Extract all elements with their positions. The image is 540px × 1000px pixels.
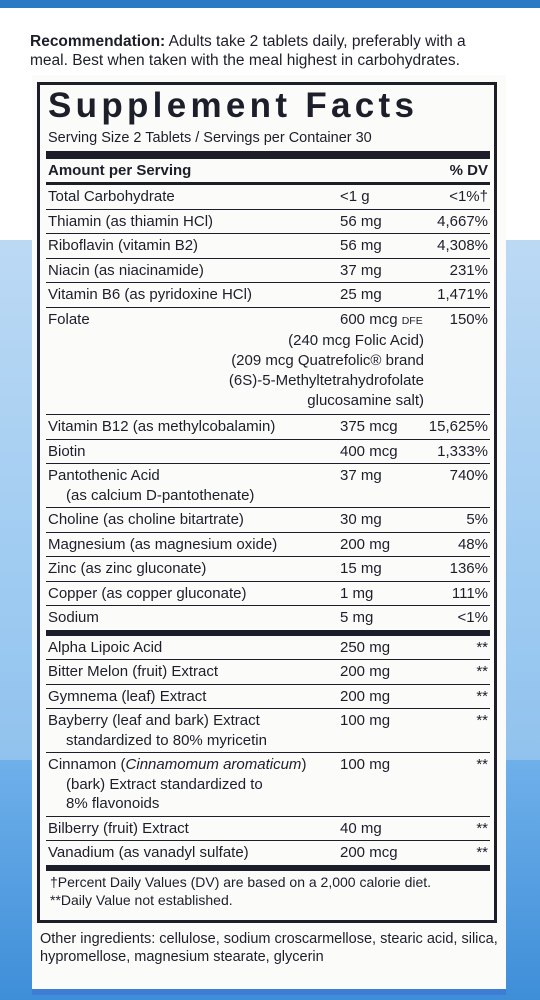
nutrient-name: Copper (as copper gluconate) [48,584,247,602]
ingredient-amount: 200 mcg [340,844,398,861]
ingredient-row [46,659,490,684]
ingredient-dv: ** [476,819,488,837]
nutrient-name: Biotin [48,442,86,460]
nutrient-dv: 1,333% [437,442,488,460]
folate-detail-1: (240 mcg Folic Acid) [288,332,424,349]
cinnamon-row [46,752,490,816]
pantothenic-name-wrap [48,466,340,505]
nutrient-dv: 111% [451,584,488,602]
cinnamon-name-suffix: ) [301,756,307,773]
folate-dv: 150% [449,310,488,328]
nutrient-group-1 [46,185,490,630]
label-bottom-stripe [32,989,506,995]
nutrient-amount: 25 mg [340,286,382,303]
bayberry-amount: 100 mg [340,712,391,729]
ingredient-row [46,684,490,709]
nutrient-row [46,532,490,557]
nutrient-name: Niacin (as niacinamide) [48,261,204,279]
nutrient-name: Vitamin B6 (as pyridoxine HCl) [48,286,252,303]
folate-amount-wrap [340,310,440,332]
ingredient-dv: ** [476,663,488,680]
cinnamon-name-italic: Cinnamomum aromaticum [125,756,302,773]
nutrient-name: Total Carbohydrate [48,188,175,205]
nutrient-row [46,439,490,464]
bayberry-sub: standardized to 80% myricetin [66,731,267,749]
top-strip [0,0,540,8]
ingredient-name: Bilberry (fruit) Extract [48,819,189,837]
serving-info: Serving Size 2 Tablets / Servings per Container 30 [48,130,372,146]
folate-detail-4: glucosamine salt) [307,392,424,409]
folate-detail-3: (6S)-5-Methyltetrahydrofolate [228,372,424,389]
ingredient-name: Bitter Melon (fruit) Extract [48,663,219,680]
nutrient-amount: 375 mcg [340,418,398,435]
cinnamon-sub-1: (bark) Extract standardized to [66,775,263,793]
supplement-facts-panel [37,82,497,923]
ingredient-row [46,816,490,841]
folate-row [48,310,488,332]
nutrient-name: Sodium [48,609,99,626]
nutrient-amount: 56 mg [340,212,382,230]
nutrient-name: Thiamin (as thiamin HCl) [48,212,214,230]
nutrient-amount: 400 mcg [340,442,398,460]
pantothenic-name: Pantothenic Acid [48,467,160,484]
ingredient-dv: ** [476,687,488,705]
nutrient-row [46,282,490,307]
ingredient-row [46,636,490,660]
recommendation-text [30,32,500,70]
footnote-not-established: **Daily Value not established. [50,891,233,908]
recommendation-label: Recommendation: [30,33,166,50]
nutrient-dv: 1,471% [437,286,488,303]
nutrient-dv: 231% [449,261,488,279]
amount-header-row [46,159,490,182]
bayberry-row [46,708,490,752]
nutrient-row [46,507,490,532]
cinnamon-name-prefix: Cinnamon ( [48,756,126,773]
nutrient-amount: 30 mg [340,511,382,528]
ingredient-amount: 200 mg [340,687,391,705]
pantothenic-sub: (as calcium D-pantothenate) [66,486,255,504]
nutrient-amount: 56 mg [340,237,382,254]
dv-header: % DV [449,162,488,179]
nutrient-dv: 15,625% [428,418,488,435]
nutrient-row [46,185,490,209]
nutrient-amount: 15 mg [340,560,382,577]
nutrient-row [46,233,490,258]
pantothenic-dv: 740% [449,467,488,484]
folate-amount: 600 mcg [340,310,398,328]
cinnamon-sub-2: 8% flavonoids [66,795,160,812]
nutrient-row [46,414,490,439]
ingredient-dv: ** [476,638,488,656]
nutrient-amount: 1 mg [340,584,374,602]
nutrient-group-2 [46,636,490,865]
footnotes [46,871,490,909]
nutrient-dv: 4,667% [437,212,488,230]
nutrient-amount: 5 mg [340,609,374,626]
nutrient-dv: <1%† [449,188,488,205]
nutrient-name: Riboflavin (vitamin B2) [48,237,199,254]
bayberry-name-wrap [48,711,340,750]
nutrient-dv: 5% [466,511,488,528]
nutrient-row [46,258,490,283]
pantothenic-row [46,463,490,507]
nutrient-dv: <1% [457,609,488,626]
ingredient-name: Alpha Lipoic Acid [48,638,163,656]
facts-title: Supplement Facts [48,86,419,125]
nutrient-row [46,605,490,630]
nutrient-dv: 48% [457,535,488,553]
amount-header: Amount per Serving [48,162,192,179]
nutrient-amount: 37 mg [340,261,382,279]
folate-detail-2: (209 mcg Quatrefolic® brand [231,352,424,369]
cinnamon-name-wrap [48,755,340,814]
ingredient-name: Gymnema (leaf) Extract [48,687,207,705]
bayberry-name: Bayberry (leaf and bark) Extract [48,712,260,729]
folate-block [46,307,490,415]
ingredient-row [46,840,490,865]
other-ingredients: Other ingredients: cellulose, sodium croscarmellose, stearic acid, silica, hypromellose, magnesium stearate, glycerin [40,931,498,965]
recommendation-body: Adults take 2 tablets daily, preferably with a meal. Best when taken with the meal highest in carbohydrates. [30,33,466,69]
nutrient-row [46,581,490,606]
ingredient-dv: ** [476,844,488,861]
nutrient-amount: <1 g [340,188,370,205]
nutrient-amount: 200 mg [340,535,391,553]
bayberry-dv: ** [476,712,488,729]
nutrient-dv: 4,308% [437,237,488,254]
nutrient-name: Choline (as choline bitartrate) [48,511,244,528]
nutrient-name: Magnesium (as magnesium oxide) [48,535,278,553]
ingredient-amount: 200 mg [340,663,391,680]
nutrient-dv: 136% [449,560,488,577]
folate-amount-unit: DFE [401,314,423,327]
nutrient-name: Vitamin B12 (as methylcobalamin) [48,418,276,435]
nutrient-row [46,209,490,234]
ingredient-name: Vanadium (as vanadyl sulfate) [48,844,249,861]
nutrient-row [46,556,490,581]
heavy-rule [46,151,490,159]
ingredient-amount: 250 mg [340,638,391,656]
footnote-dv: †Percent Daily Values (DV) are based on a 2,000 calorie diet. [50,873,432,890]
pantothenic-amount: 37 mg [340,467,382,484]
cinnamon-amount: 100 mg [340,756,391,773]
ingredient-amount: 40 mg [340,819,382,837]
cinnamon-dv: ** [476,756,488,773]
folate-name: Folate [48,310,90,328]
nutrient-name: Zinc (as zinc gluconate) [48,560,207,577]
